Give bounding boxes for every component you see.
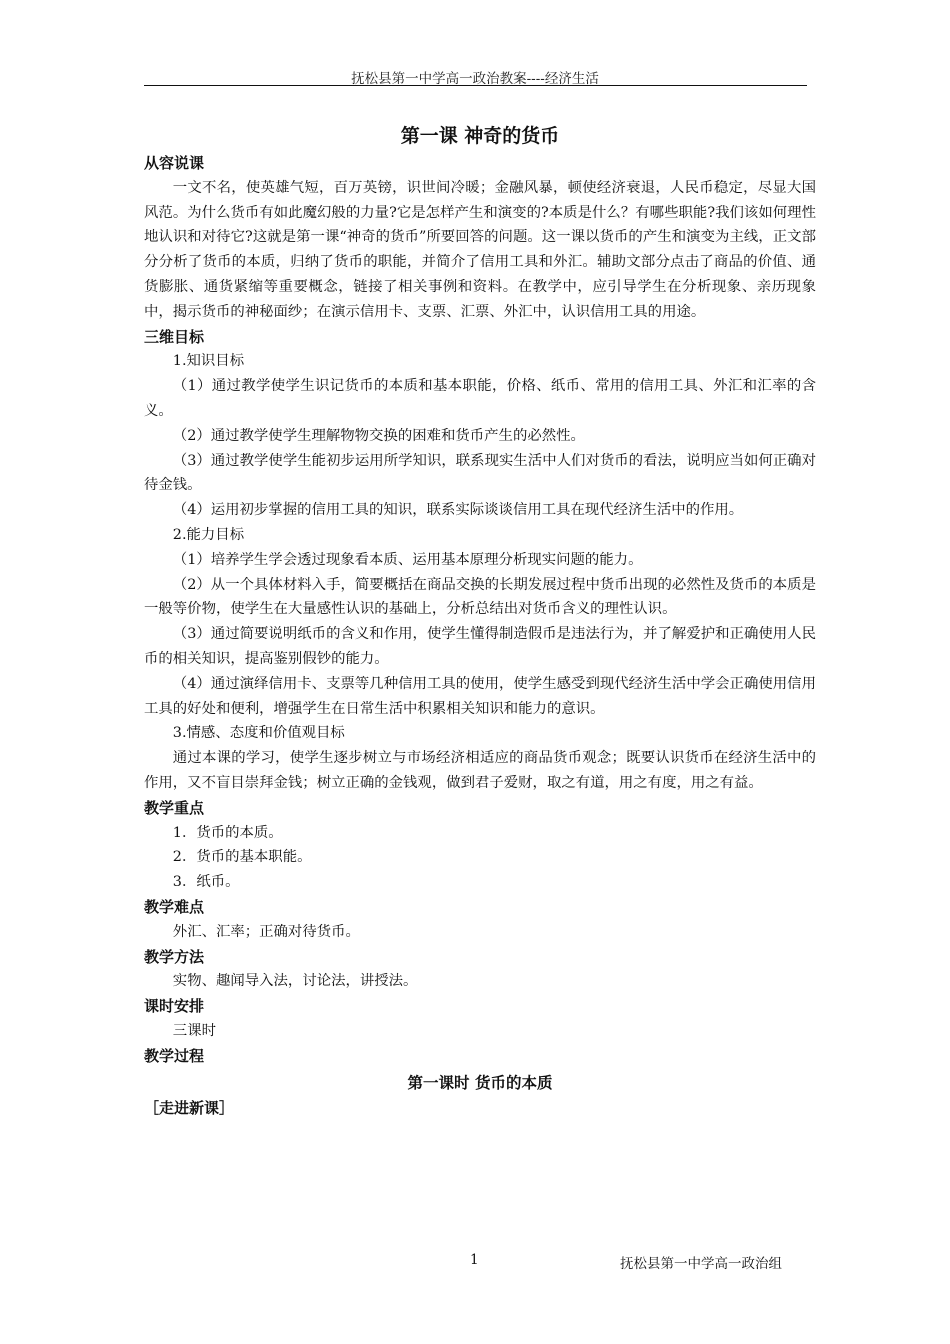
heading-schedule: 课时安排	[144, 997, 205, 1016]
new-lesson-tag: ［走进新课］	[144, 1099, 235, 1118]
ability-goal-title: 2.能力目标	[172, 526, 245, 543]
footer-org: 抚松县第一中学高一政治组	[620, 1256, 782, 1272]
heading-difficulties: 教学难点	[144, 897, 205, 916]
heading-methods: 教学方法	[144, 947, 205, 966]
page-body	[144, 121, 816, 1121]
knowledge-goal-title: 1.知识目标	[172, 353, 245, 370]
schedule-text: 三课时	[172, 1022, 216, 1039]
ability-goal-4: （4）通过演绎信用卡、支票等几种信用工具的使用，使学生感受到现代经济生活中学会正确使用信用工具的好处和便利，增强学生在日常生活中积累相关知识和能力的意识。	[144, 675, 816, 717]
knowledge-goal-4: （4）运用初步掌握的信用工具的知识，联系实际谈谈信用工具在现代经济生活中的作用。	[172, 502, 744, 519]
page-number: 1	[470, 1252, 479, 1268]
knowledge-goal-1: （1）通过教学使学生识记货币的本质和基本职能，价格、纸币、常用的信用工具、外汇和汇率的含义。	[144, 378, 816, 419]
running-header: 抚松县第一中学高一政治教案----经济生活	[351, 71, 599, 87]
header-rule	[144, 85, 807, 86]
keypoint-item: 3．纸币。	[172, 874, 240, 891]
emotion-goal-title: 3.情感、态度和价值观目标	[172, 725, 345, 742]
heading-process: 教学过程	[144, 1046, 205, 1065]
ability-goal-2: （2）从一个具体材料入手，简要概括在商品交换的长期发展过程中货币出现的必然性及货币的本质是一般等价物，使学生在大量感性认识的基础上，分析总结出对货币含义的理性认识。	[144, 576, 816, 618]
heading-goals: 三维目标	[144, 327, 205, 346]
knowledge-goal-2: （2）通过教学使学生理解物物交换的困难和货币产生的必然性。	[172, 427, 585, 444]
intro-paragraph: 一文不名，使英雄气短，百万英镑，识世间冷暖；金融风暴，顿使经济衰退，人民币稳定，尽显大国风范。为什么货币有如此魔幻般的力量?它是怎样产生和演变的?本质是什么？有哪些职能?我们该如何理性地认识和对待它?这就是第一课“神奇的货币”所要回答的问题。这一课以货币的产生和演变为主线，正文部分分析了货币的本质，归纳了货币的职能，并简介了信用工具和外汇。辅助文部分点击了商品的价值、通货膨胀、通货紧缩等重要概念，链接了相关事例和资料。在教学中，应引导学生在分析现象、亲历现象中，揭示货币的神秘面纱；在演示信用卡、支票、汇票、外汇中，认识信用工具的用途。	[144, 179, 816, 320]
ability-goal-1: （1）培养学生学会透过现象看本质、运用基本原理分析现实问题的能力。	[172, 551, 643, 568]
lesson-title: 第一课 神奇的货币	[400, 125, 560, 147]
period-subtitle: 第一课时 货币的本质	[407, 1074, 553, 1093]
difficulties-text: 外汇、汇率；正确对待货币。	[172, 923, 360, 940]
heading-intro: 从容说课	[144, 154, 205, 172]
keypoint-item: 2．货币的基本职能。	[172, 849, 312, 866]
heading-keypoints: 教学重点	[144, 798, 205, 817]
emotion-goal-1: 通过本课的学习，使学生逐步树立与市场经济相适应的商品货币观念；既要认识货币在经济生活中的作用，又不盲目崇拜金钱；树立正确的金钱观，做到君子爱财，取之有道，用之有度，用之有益。	[144, 750, 816, 791]
ability-goal-3: （3）通过简要说明纸币的含义和作用，使学生懂得制造假币是违法行为，并了解爱护和正确使用人民币的相关知识，提高鉴别假钞的能力。	[144, 626, 816, 667]
knowledge-goal-3: （3）通过教学使学生能初步运用所学知识，联系现实生活中人们对货币的看法，说明应当如何正确对待金钱。	[144, 452, 816, 494]
keypoint-item: 1．货币的本质。	[172, 824, 283, 841]
methods-text: 实物、趣闻导入法，讨论法，讲授法。	[172, 973, 418, 990]
